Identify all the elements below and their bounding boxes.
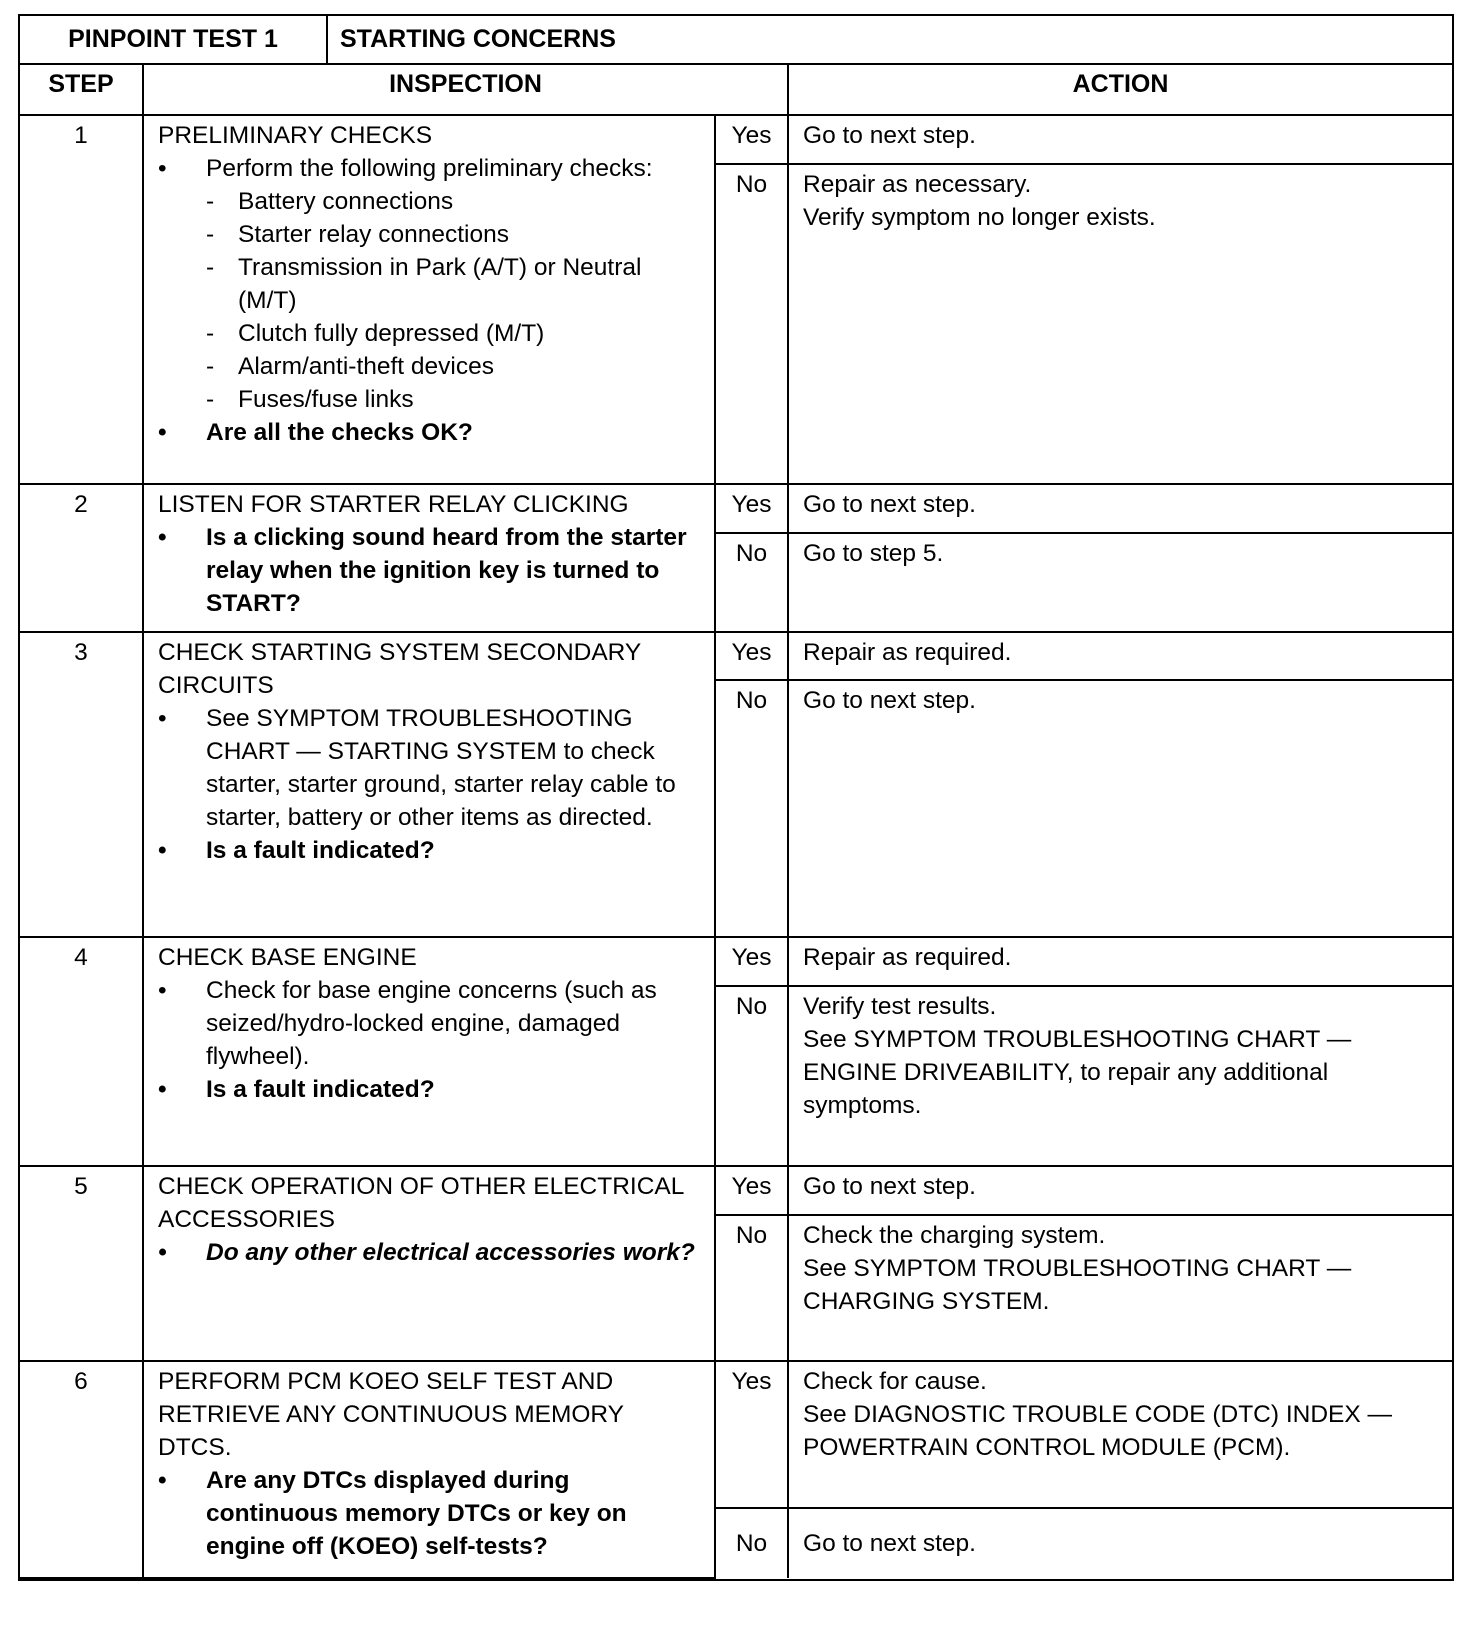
step-title: PERFORM PCM KOEO SELF TEST AND RETRIEVE ANY CONTINUOUS MEMORY DTCS. bbox=[158, 1368, 624, 1461]
inspection-bullet: • See SYMPTOM TROUBLESHOOTING CHART — STARTING SYSTEM to check starter, starter ground, starter relay cable to starter, battery or other items as directed. bbox=[158, 702, 700, 834]
no-label: No bbox=[715, 164, 788, 484]
column-header-inspection: INSPECTION bbox=[143, 65, 788, 115]
column-header-step: STEP bbox=[20, 65, 143, 115]
table-row bbox=[20, 115, 1452, 164]
no-label: No bbox=[715, 533, 788, 632]
step-number: 4 bbox=[20, 937, 143, 1166]
yes-label: Yes bbox=[715, 937, 788, 986]
step-title: CHECK BASE ENGINE bbox=[158, 944, 417, 971]
yes-label: Yes bbox=[715, 632, 788, 680]
inspection-question: • Is a fault indicated? bbox=[158, 1073, 700, 1106]
test-name: STARTING CONCERNS bbox=[340, 25, 616, 53]
inspection-question: • Are all the checks OK? bbox=[158, 416, 700, 449]
no-action: Go to next step. bbox=[788, 680, 1452, 937]
no-label: No bbox=[715, 1215, 788, 1361]
action-line: Check the charging system. bbox=[803, 1222, 1106, 1249]
step-number: 5 bbox=[20, 1166, 143, 1361]
test-id: PINPOINT TEST 1 bbox=[20, 16, 328, 63]
yes-action: Go to next step. bbox=[788, 1166, 1452, 1215]
step-inspection bbox=[143, 937, 715, 1166]
yes-action: Go to next step. bbox=[788, 484, 1452, 533]
table-row bbox=[20, 1361, 1452, 1508]
step-inspection bbox=[143, 115, 715, 484]
no-action bbox=[788, 1215, 1452, 1361]
inspection-question: • Is a fault indicated? bbox=[158, 834, 700, 867]
step-inspection bbox=[143, 1166, 715, 1361]
pinpoint-test-table bbox=[18, 14, 1454, 1581]
no-action: Go to next step. bbox=[788, 1508, 1452, 1578]
yes-action: Repair as required. bbox=[788, 937, 1452, 986]
step-number: 3 bbox=[20, 632, 143, 937]
action-line: Repair as necessary. bbox=[803, 171, 1032, 198]
step-title: CHECK OPERATION OF OTHER ELECTRICAL ACCESSORIES bbox=[158, 1173, 684, 1233]
action-line: See SYMPTOM TROUBLESHOOTING CHART — ENGINE DRIVEABILITY, to repair any additional symptoms. bbox=[803, 1026, 1352, 1119]
table-row bbox=[20, 1166, 1452, 1215]
action-line: See DIAGNOSTIC TROUBLE CODE (DTC) INDEX — POWERTRAIN CONTROL MODULE (PCM). bbox=[803, 1401, 1393, 1461]
column-header-action: ACTION bbox=[788, 65, 1452, 115]
step-inspection bbox=[143, 632, 715, 937]
steps-table bbox=[20, 65, 1452, 1579]
sub-item: - Transmission in Park (A/T) or Neutral (M/T) bbox=[206, 251, 700, 317]
inspection-question: • Do any other electrical accessories work? bbox=[158, 1236, 700, 1269]
no-action bbox=[788, 986, 1452, 1166]
step-number: 2 bbox=[20, 484, 143, 632]
sub-item: - Clutch fully depressed (M/T) bbox=[206, 317, 700, 350]
yes-action: Repair as required. bbox=[788, 632, 1452, 680]
inspection-question: • Are any DTCs displayed during continuous memory DTCs or key on engine off (KOEO) self-tests? bbox=[158, 1464, 700, 1563]
sub-item: - Starter relay connections bbox=[206, 218, 700, 251]
inspection-bullet: • Check for base engine concerns (such as seized/hydro-locked engine, damaged flywheel). bbox=[158, 974, 700, 1073]
no-label: No bbox=[715, 1508, 788, 1578]
table-row bbox=[20, 632, 1452, 680]
step-title: CHECK STARTING SYSTEM SECONDARY CIRCUITS bbox=[158, 639, 641, 699]
yes-action bbox=[788, 1361, 1452, 1508]
table-row bbox=[20, 484, 1452, 533]
yes-label: Yes bbox=[715, 484, 788, 533]
table-row bbox=[20, 937, 1452, 986]
yes-label: Yes bbox=[715, 1361, 788, 1508]
step-title: LISTEN FOR STARTER RELAY CLICKING bbox=[158, 491, 629, 518]
step-number: 6 bbox=[20, 1361, 143, 1578]
step-title: PRELIMINARY CHECKS bbox=[158, 122, 433, 149]
no-label: No bbox=[715, 680, 788, 937]
no-action: Go to step 5. bbox=[788, 533, 1452, 632]
sub-item: - Fuses/fuse links bbox=[206, 383, 700, 416]
column-header-row bbox=[20, 65, 1452, 115]
sub-item: - Alarm/anti-theft devices bbox=[206, 350, 700, 383]
yes-action: Go to next step. bbox=[788, 115, 1452, 164]
no-action bbox=[788, 164, 1452, 484]
sub-item: - Battery connections bbox=[206, 185, 700, 218]
no-label: No bbox=[715, 986, 788, 1166]
step-inspection bbox=[143, 1361, 715, 1578]
inspection-question: • Is a clicking sound heard from the starter relay when the ignition key is turned to START? bbox=[158, 521, 700, 620]
action-line: Verify test results. bbox=[803, 993, 997, 1020]
bullet-text: Perform the following preliminary checks: bbox=[206, 155, 653, 182]
yes-label: Yes bbox=[715, 1166, 788, 1215]
action-line: Check for cause. bbox=[803, 1368, 987, 1395]
action-line: Verify symptom no longer exists. bbox=[803, 204, 1156, 231]
inspection-bullet bbox=[158, 152, 700, 416]
yes-label: Yes bbox=[715, 115, 788, 164]
step-number: 1 bbox=[20, 115, 143, 484]
step-inspection bbox=[143, 484, 715, 632]
action-line: See SYMPTOM TROUBLESHOOTING CHART — CHARGING SYSTEM. bbox=[803, 1255, 1352, 1315]
title-row bbox=[20, 16, 1452, 65]
